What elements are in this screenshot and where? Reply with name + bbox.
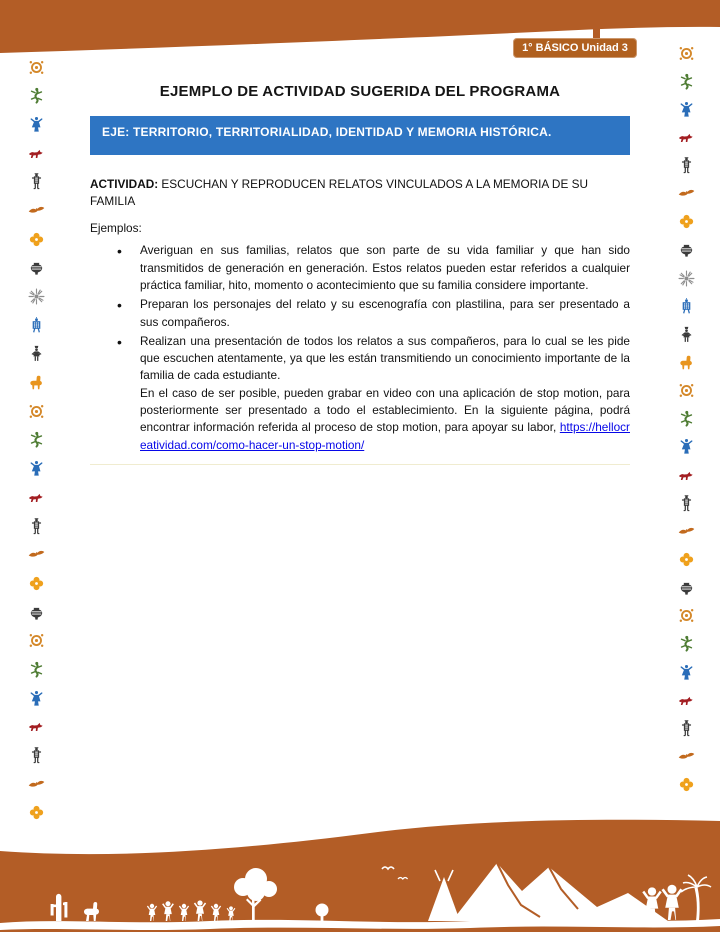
- flower-diamond-icon: [27, 230, 45, 248]
- sun-petroglyph-icon: [677, 607, 695, 625]
- flower-diamond-icon: [27, 574, 45, 592]
- fox-icon: [27, 144, 45, 162]
- loom-figure-icon: [27, 316, 45, 334]
- condor-icon: [677, 185, 695, 203]
- activity-text: ESCUCHAN Y REPRODUCEN RELATOS VINCULADOS A LA MEMORIA DE SU FAMILIA: [90, 177, 588, 209]
- ceramic-pot-icon: [677, 579, 695, 597]
- footer-landscape-illustration: [0, 817, 720, 932]
- anthropomorph-icon: [677, 157, 695, 175]
- bullet-continuation: [140, 385, 630, 454]
- lizard-icon: [677, 72, 695, 90]
- fox-icon: [27, 488, 45, 506]
- llama-icon: [27, 374, 45, 392]
- shaman-figure-icon: [677, 100, 695, 118]
- water-carrier-icon: [677, 325, 695, 343]
- flower-diamond-icon: [677, 551, 695, 569]
- flower-diamond-icon: [677, 213, 695, 231]
- examples-label: Ejemplos:: [90, 221, 142, 236]
- condor-icon: [27, 775, 45, 793]
- water-carrier-icon: [27, 345, 45, 363]
- anthropomorph-icon: [27, 517, 45, 535]
- anthropomorph-icon: [677, 494, 695, 512]
- page-title: EJEMPLO DE ACTIVIDAD SUGERIDA DEL PROGRAMA: [159, 83, 561, 100]
- eje-banner: EJE: TERRITORIO, TERRITORIALIDAD, IDENTIDAD Y MEMORIA HISTÓRICA.: [90, 116, 630, 155]
- condor-icon: [677, 522, 695, 540]
- divider: [90, 464, 630, 465]
- list-item: [140, 333, 630, 454]
- lizard-icon: [27, 431, 45, 449]
- lizard-icon: [27, 87, 45, 105]
- activity-label: ACTIVIDAD:: [90, 177, 159, 191]
- examples-list: [90, 242, 630, 454]
- llama-icon: [677, 354, 695, 372]
- anthropomorph-icon: [677, 719, 695, 737]
- bullet-text: Realizan una presentación de todos los relatos a sus compañeros, para lo cual se les pide que escuchen atentamente, ya que les están transmitiendo un conocimiento importante de la familia de cada estudiante.: [140, 333, 630, 383]
- fox-icon: [677, 691, 695, 709]
- anthropomorph-icon: [27, 747, 45, 765]
- shaman-figure-icon: [677, 663, 695, 681]
- left-icon-column: [17, 58, 55, 822]
- ceramic-pot-icon: [677, 241, 695, 259]
- activity-line: [90, 176, 630, 210]
- stop-motion-link[interactable]: https://hellocreatividad.com/como-hacer-un-stop-motion/: [140, 420, 630, 452]
- sun-star-icon: [677, 269, 695, 287]
- flower-diamond-icon: [27, 804, 45, 822]
- lizard-icon: [677, 410, 695, 428]
- anthropomorph-icon: [27, 173, 45, 191]
- shaman-figure-icon: [27, 460, 45, 478]
- main-content: [90, 83, 630, 465]
- shaman-figure-icon: [677, 438, 695, 456]
- bullet-text: Preparan los personajes del relato y su escenografía con plastilina, para ser presentado a sus compañeros.: [140, 297, 630, 329]
- sun-petroglyph-icon: [27, 58, 45, 76]
- ceramic-pot-icon: [27, 259, 45, 277]
- shaman-figure-icon: [27, 115, 45, 133]
- lizard-icon: [27, 660, 45, 678]
- bullet-text: Averiguan en sus familias, relatos que son parte de su vida familiar y que han sido transmitidos de generación en generación. Estos relatos pueden estar referidos a cualquier práctica familiar, hito, momento o acontecimiento que su familia considere importante.: [140, 243, 630, 292]
- shaman-figure-icon: [27, 689, 45, 707]
- sun-petroglyph-icon: [677, 382, 695, 400]
- condor-icon: [27, 201, 45, 219]
- sun-star-icon: [27, 288, 45, 306]
- continuation-text: En el caso de ser posible, pueden grabar en video con una aplicación de stop motion, para posteriormente ser presentado a todo el establecimiento. En la siguiente página, podrá encontrar información referida al proceso de stop motion, para apoyar su labor,: [140, 385, 630, 435]
- condor-icon: [27, 546, 45, 564]
- unit-badge: 1° BÁSICO Unidad 3: [513, 38, 637, 58]
- flower-diamond-icon: [677, 776, 695, 794]
- right-icon-column: [667, 44, 705, 794]
- lizard-icon: [677, 635, 695, 653]
- list-item: [140, 242, 630, 294]
- condor-icon: [677, 748, 695, 766]
- list-item: [140, 296, 630, 331]
- fox-icon: [677, 466, 695, 484]
- sun-petroglyph-icon: [677, 44, 695, 62]
- loom-figure-icon: [677, 297, 695, 315]
- fox-icon: [27, 718, 45, 736]
- sun-petroglyph-icon: [27, 632, 45, 650]
- ceramic-pot-icon: [27, 603, 45, 621]
- fox-icon: [677, 128, 695, 146]
- sun-petroglyph-icon: [27, 402, 45, 420]
